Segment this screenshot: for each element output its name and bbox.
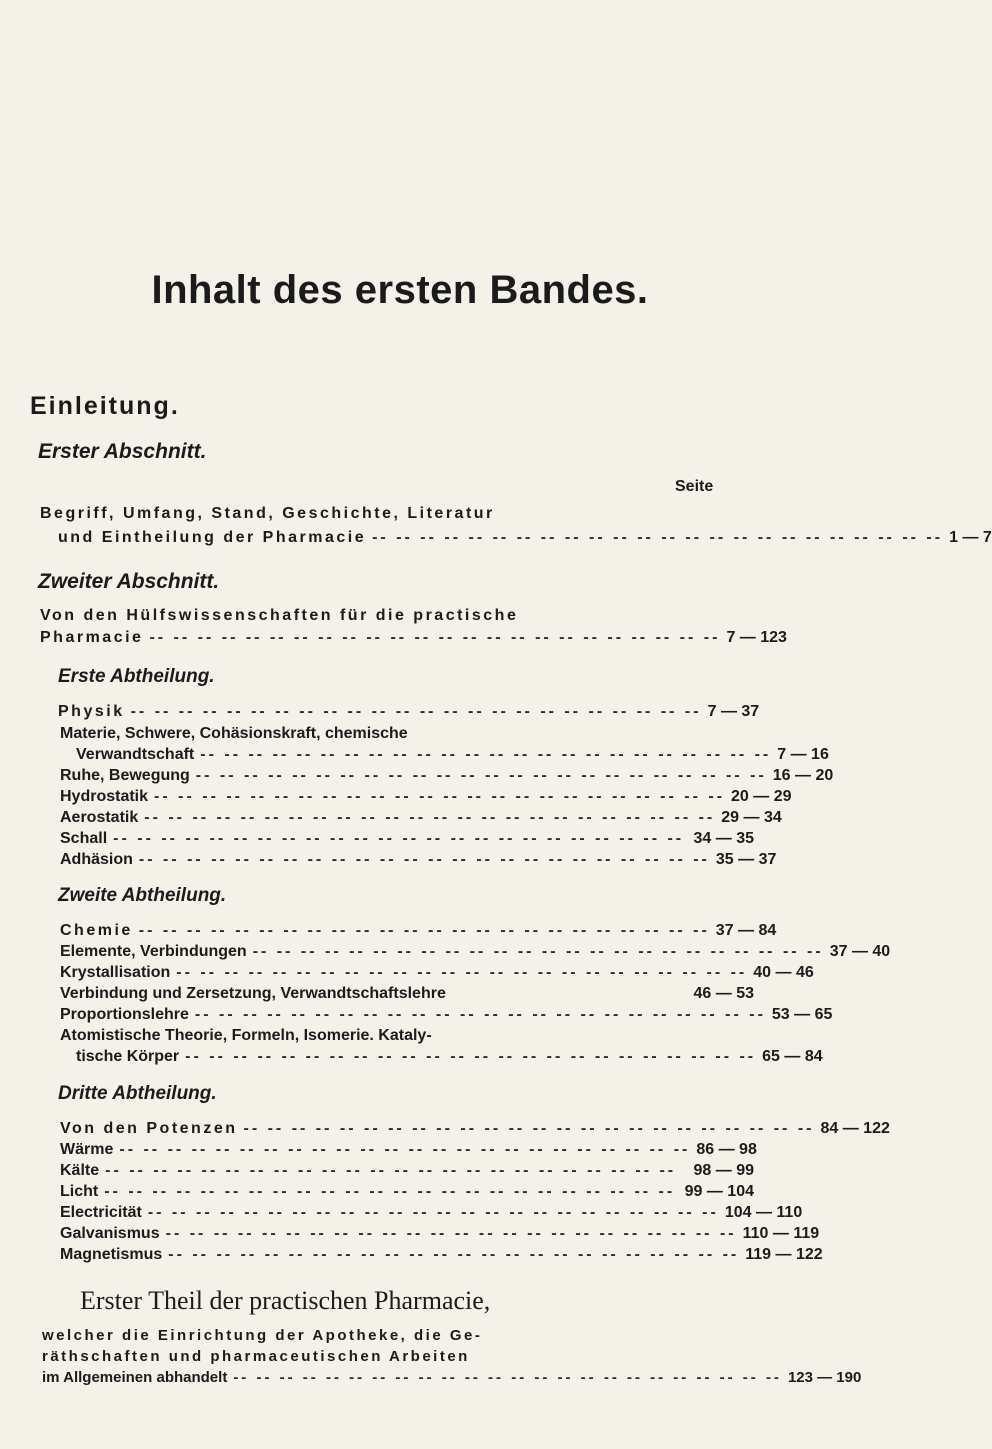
toc-row-pages: 53 — 65 [771, 1006, 833, 1023]
toc-row [76, 745, 829, 765]
leader-dots: -- -- -- -- -- -- -- -- -- -- -- -- -- -- -- -- -- -- -- -- -- -- -- -- [147, 1204, 719, 1221]
abschnitt1-line2: und Eintheilung der Pharmacie [58, 529, 367, 546]
einleitung-heading: Einleitung. [30, 392, 180, 420]
abth1-heading: Erste Abtheilung. [58, 666, 215, 687]
toc-row-label: Galvanismus [60, 1225, 160, 1242]
toc-row-label: Aerostatik [60, 809, 139, 826]
leader-dots: -- -- -- -- -- -- -- -- -- -- -- -- -- -- -- -- -- -- -- -- -- -- -- -- [185, 1048, 757, 1065]
leader-dots: -- -- -- -- -- -- -- -- -- -- -- -- -- -- -- -- -- -- -- -- -- -- -- -- [130, 703, 702, 720]
page-title: Inhalt des ersten Bandes. [151, 268, 649, 312]
abschnitt1-heading: Erster Abschnitt. [38, 440, 207, 463]
leader-dots: -- -- -- -- -- -- -- -- -- -- -- -- -- -- -- -- -- -- -- -- -- -- -- -- [105, 1162, 677, 1179]
toc-row [60, 808, 782, 828]
toc-row-pages: 34 — 35 [693, 830, 754, 847]
chemie-entry [60, 921, 777, 941]
abschnitt1-entry [58, 528, 992, 548]
chemie-pages: 37 — 84 [715, 922, 777, 939]
toc-row-pages: 110 — 119 [742, 1225, 820, 1242]
leader-dots: -- -- -- -- -- -- -- -- -- -- -- -- -- -- -- -- -- -- -- -- -- -- -- -- [243, 1120, 815, 1137]
toc-row-pages: 99 — 104 [684, 1183, 754, 1200]
abth2-heading: Zweite Abtheilung. [58, 885, 227, 906]
toc-row-label: Kälte [60, 1162, 100, 1179]
leader-dots: -- -- -- -- -- -- -- -- -- -- -- -- -- -- -- -- -- -- -- -- -- -- -- -- [233, 1369, 782, 1386]
leader-dots: -- -- -- -- -- -- -- -- -- -- -- -- -- -- -- -- -- -- -- -- -- -- -- -- [138, 851, 710, 868]
toc-row-label: Verbindung und Zersetzung, Verwandtschaftslehre [60, 985, 446, 1002]
potenzen-pages: 84 — 122 [820, 1120, 890, 1137]
theil1-entry [42, 1368, 862, 1388]
toc-row-label: Verwandtschaft [76, 746, 195, 763]
toc-row-label: Elemente, Verbindungen [60, 943, 247, 960]
leader-dots: -- -- -- -- -- -- -- -- -- -- -- -- -- -- -- -- -- -- -- -- -- -- -- -- [176, 964, 748, 981]
leader-dots: -- -- -- -- -- -- -- -- -- -- -- -- -- -- -- -- -- -- -- -- -- -- -- -- [194, 1006, 766, 1023]
toc-row [60, 1182, 754, 1202]
toc-row [60, 787, 792, 807]
toc-row [60, 1224, 820, 1244]
leader-dots: -- -- -- -- -- -- -- -- -- -- -- -- -- -- -- -- -- -- -- -- -- -- -- -- [154, 788, 726, 805]
toc-row-label: Krystallisation [60, 964, 171, 981]
toc-row [76, 1047, 823, 1067]
atom-line1: Atomistische Theorie, Formeln, Isomerie. Kataly- [60, 1027, 432, 1044]
potenzen-entry [60, 1119, 890, 1139]
leader-dots: -- -- -- -- -- -- -- -- -- -- -- -- -- -- -- -- -- -- -- -- -- -- -- -- [252, 943, 824, 960]
toc-row-pages: 119 — 122 [745, 1246, 823, 1263]
toc-row [60, 1005, 833, 1025]
toc-row-label: Schall [60, 830, 108, 847]
toc-row-pages: 86 — 98 [696, 1141, 757, 1158]
leader-dots: -- -- -- -- -- -- -- -- -- -- -- -- -- -- -- -- -- -- -- -- -- -- -- -- [104, 1183, 676, 1200]
seite-label: Seite [675, 478, 714, 495]
abschnitt2-line2: Pharmacie [40, 629, 144, 646]
theil1-line2: räthschaften und pharmaceutischen Arbeiten [42, 1348, 470, 1365]
theil1-heading: Erster Theil der practischen Pharmacie, [80, 1286, 491, 1315]
toc-row-pages: 98 — 99 [693, 1162, 754, 1179]
abschnitt2-pages: 7 — 123 [726, 629, 787, 646]
physik-pages: 7 — 37 [707, 703, 760, 720]
potenzen-label: Von den Potenzen [60, 1120, 238, 1137]
toc-row-pages: 35 — 37 [715, 851, 777, 868]
toc-row-pages: 46 — 53 [693, 985, 754, 1002]
toc-row [60, 1245, 823, 1265]
toc-row-label: Wärme [60, 1141, 114, 1158]
toc-row-label: Licht [60, 1183, 99, 1200]
leader-dots: -- -- -- -- -- -- -- -- -- -- -- -- -- -- -- -- -- -- -- -- -- -- -- -- [113, 830, 685, 847]
leader-dots: -- -- -- -- -- -- -- -- -- -- -- -- -- -- -- -- -- -- -- -- -- -- -- -- [138, 922, 710, 939]
toc-row-label: Magnetismus [60, 1246, 163, 1263]
toc-row [60, 942, 891, 962]
toc-row-pages: 104 — 110 [724, 1204, 803, 1221]
toc-row-label: Electricität [60, 1204, 142, 1221]
theil1-line3: im Allgemeinen abhandelt [42, 1369, 228, 1386]
toc-row-pages: 20 — 29 [731, 788, 792, 805]
toc-row-label: tische Körper [76, 1048, 180, 1065]
leader-dots: -- -- -- -- -- -- -- -- -- -- -- -- -- -- -- -- -- -- -- -- -- -- -- -- [119, 1141, 691, 1158]
abschnitt2-heading: Zweiter Abschnitt. [38, 570, 220, 593]
abth3-heading: Dritte Abtheilung. [58, 1083, 217, 1104]
toc-row-label: Hydrostatik [60, 788, 149, 805]
theil1-line1: welcher die Einrichtung der Apotheke, die Ge- [42, 1327, 483, 1344]
leader-dots: -- -- -- -- -- -- -- -- -- -- -- -- -- -- -- -- -- -- -- -- -- -- -- -- [372, 529, 944, 546]
toc-row-pages: 7 — 16 [777, 746, 829, 763]
leader-dots: -- -- -- -- -- -- -- -- -- -- -- -- -- -- -- -- -- -- -- -- -- -- -- -- [144, 809, 716, 826]
abschnitt1-pages: 1 — 7 [949, 529, 992, 546]
abschnitt2-line1: Von den Hülfswissenschaften für die practische [40, 607, 519, 624]
leader-dots: -- -- -- -- -- -- -- -- -- -- -- -- -- -- -- -- -- -- -- -- -- -- -- -- [165, 1225, 737, 1242]
toc-row [60, 1203, 803, 1223]
toc-row [60, 766, 834, 786]
physik-entry [58, 702, 760, 722]
theil1-pages: 123 — 190 [787, 1369, 862, 1386]
toc-row-pages: 37 — 40 [829, 943, 891, 960]
toc-row [60, 850, 777, 870]
materie-line1: Materie, Schwere, Cohäsionskraft, chemische [60, 725, 408, 742]
leader-dots: -- -- -- -- -- -- -- -- -- -- -- -- -- -- -- -- -- -- -- -- -- -- -- -- [149, 629, 721, 646]
toc-row [60, 1140, 757, 1160]
toc-row [60, 829, 754, 849]
toc-row-pages: 40 — 46 [753, 964, 814, 981]
toc-row-label: Ruhe, Bewegung [60, 767, 190, 784]
leader-dots: -- -- -- -- -- -- -- -- -- -- -- -- -- -- -- -- -- -- -- -- -- -- -- -- [195, 767, 767, 784]
leader-dots: -- -- -- -- -- -- -- -- -- -- -- -- -- -- -- -- -- -- -- -- -- -- -- -- [168, 1246, 740, 1263]
abschnitt1-line1: Begriff, Umfang, Stand, Geschichte, Literatur [40, 505, 495, 522]
toc-row [60, 1161, 754, 1181]
toc-row [60, 984, 754, 1004]
chemie-label: Chemie [60, 922, 133, 939]
leader-dots: -- -- -- -- -- -- -- -- -- -- -- -- -- -- -- -- -- -- -- -- -- -- -- -- [200, 746, 772, 763]
toc-row-label: Adhäsion [60, 851, 133, 868]
toc-row [60, 963, 814, 983]
toc-row-pages: 16 — 20 [772, 767, 834, 784]
toc-row-pages: 65 — 84 [762, 1048, 823, 1065]
physik-label: Physik [58, 703, 125, 720]
toc-row-pages: 29 — 34 [721, 809, 782, 826]
toc-row-label: Proportionslehre [60, 1006, 189, 1023]
abschnitt2-entry [40, 628, 787, 648]
